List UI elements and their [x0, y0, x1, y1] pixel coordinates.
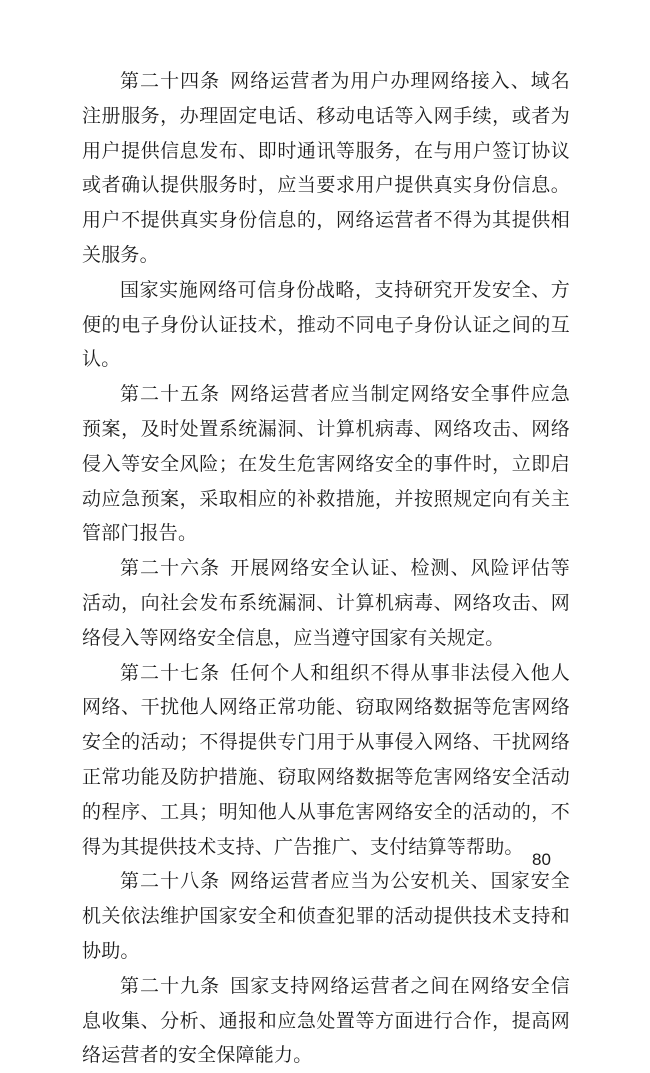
paragraph-text: 网络运营者为用户办理网络接入、域名注册服务，办理固定电话、移动电话等入网手续，或者为用户提供信息发布、即时通讯等服务，在与用户签订协议或者确认提供服务时，应当要求用户提供真实身份信息。用户不提供真实身份信息的，网络运营者不得为其提供相关服务。	[82, 70, 570, 266]
paragraph-text: 网络运营者应当为公安机关、国家安全机关依法维护国家安全和侦查犯罪的活动提供技术支持和协助。	[82, 870, 570, 962]
article-number: 第二十七条	[120, 661, 221, 684]
paragraph-article-24	[82, 64, 570, 273]
paragraph-text: 网络运营者应当制定网络安全事件应急预案，及时处置系统漏洞、计算机病毒、网络攻击、网络侵入等安全风险；在发生危害网络安全的事件时，立即启动应急预案，采取相应的补救措施，并按照规定向有关主管部门报告。	[82, 383, 570, 545]
page-number: 80	[532, 850, 551, 869]
paragraph-text: 开展网络安全认证、检测、风险评估等活动，向社会发布系统漏洞、计算机病毒、网络攻击、网络侵入等网络安全信息，应当遵守国家有关规定。	[82, 557, 570, 649]
article-number: 第二十八条	[120, 870, 221, 893]
article-number: 第二十六条	[120, 557, 221, 580]
paragraph-text: 国家支持网络运营者之间在网络安全信息收集、分析、通报和应急处置等方面进行合作，提高网络运营者的安全保障能力。	[82, 974, 570, 1067]
paragraph-article-28	[82, 864, 570, 968]
paragraph-article-24-continued	[82, 273, 570, 377]
paragraph-article-26	[82, 551, 570, 655]
article-number: 第二十九条	[120, 974, 221, 997]
paragraph-article-27	[82, 656, 570, 865]
paragraph-article-29	[82, 969, 570, 1073]
body-text	[82, 64, 570, 1073]
paragraph-text: 国家实施网络可信身份战略，支持研究开发安全、方便的电子身份认证技术，推动不同电子身份认证之间的互认。	[82, 278, 570, 371]
paragraph-text: 任何个人和组织不得从事非法侵入他人网络、干扰他人网络正常功能、窃取网络数据等危害网络安全的活动；不得提供专门用于从事侵入网络、干扰网络正常功能及防护措施、窃取网络数据等危害网络安全活动的程序、工具；明知他人从事危害网络安全的活动的，不得为其提供技术支持、广告推广、支付结算等帮助。	[82, 661, 570, 858]
article-number: 第二十五条	[120, 383, 221, 406]
article-number: 第二十四条	[120, 70, 221, 92]
paragraph-article-25	[82, 377, 570, 551]
